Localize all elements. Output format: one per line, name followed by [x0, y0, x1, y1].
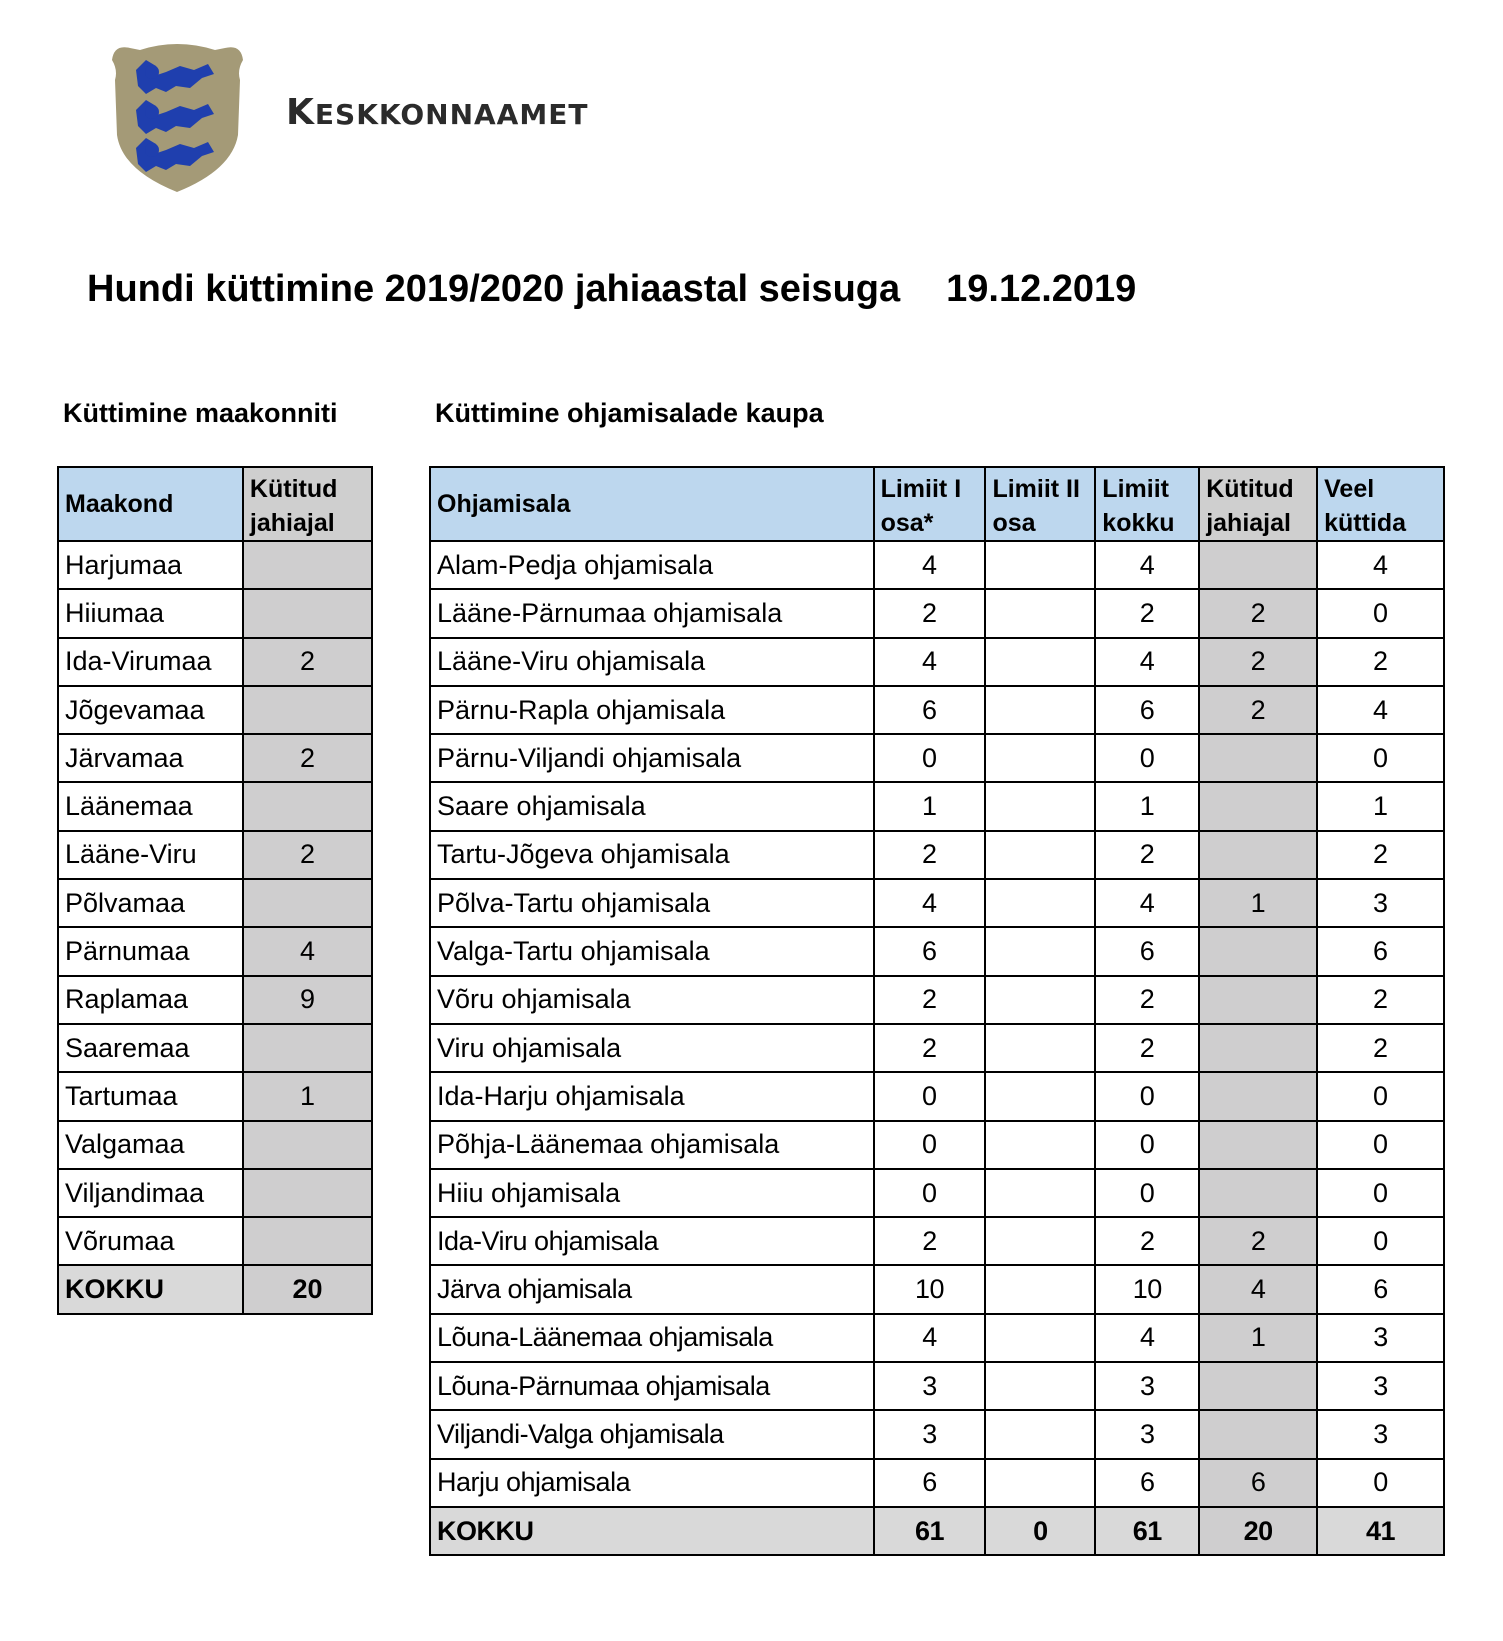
area-limit-total: 3	[1095, 1362, 1199, 1410]
area-limit-total: 2	[1095, 1217, 1199, 1265]
area-remaining: 3	[1317, 1314, 1444, 1362]
area-remaining: 3	[1317, 1362, 1444, 1410]
county-name: Järvamaa	[58, 734, 243, 782]
county-name: Ida-Virumaa	[58, 638, 243, 686]
area-name: Harju ohjamisala	[430, 1459, 874, 1507]
area-hunted: 2	[1199, 638, 1317, 686]
table-row	[58, 638, 372, 686]
area-limit1: 6	[874, 686, 986, 734]
table-row	[430, 1217, 1444, 1265]
area-name: Võru ohjamisala	[430, 976, 874, 1024]
county-hunted: 9	[243, 976, 372, 1024]
area-table	[429, 466, 1445, 1556]
county-section-title: Küttimine maakonniti	[63, 398, 338, 428]
county-name: Harjumaa	[58, 541, 243, 589]
area-limit2	[985, 1314, 1095, 1362]
area-limit-total: 2	[1095, 1024, 1199, 1072]
area-hunted	[1199, 782, 1317, 830]
area-limit1: 4	[874, 879, 986, 927]
area-name: Järva ohjamisala	[430, 1265, 874, 1313]
table-row	[430, 541, 1444, 589]
area-remaining: 0	[1317, 1459, 1444, 1507]
county-hunted: 4	[243, 927, 372, 975]
area-limit2	[985, 589, 1095, 637]
county-name: Valgamaa	[58, 1121, 243, 1169]
header-line: kokku	[1102, 509, 1175, 537]
table-row	[430, 638, 1444, 686]
area-limit-total: 0	[1095, 734, 1199, 782]
table-row	[58, 879, 372, 927]
area-limit1: 10	[874, 1265, 986, 1313]
county-name: Hiiumaa	[58, 589, 243, 637]
area-limit-total: 4	[1095, 1314, 1199, 1362]
table-row	[58, 831, 372, 879]
table-row	[430, 927, 1444, 975]
area-remaining: 3	[1317, 879, 1444, 927]
table-row	[58, 734, 372, 782]
area-limit2	[985, 1217, 1095, 1265]
title-text: Hundi küttimine 2019/2020 jahiaastal seisuga	[87, 268, 901, 310]
area-hunted: 1	[1199, 1314, 1317, 1362]
area-limit1: 6	[874, 927, 986, 975]
header-line: küttida	[1324, 509, 1407, 537]
header-line: Limiit I	[880, 475, 962, 503]
table-row	[430, 1459, 1444, 1507]
table-row	[430, 1362, 1444, 1410]
area-limit2	[985, 879, 1095, 927]
county-name: Lääne-Viru	[58, 831, 243, 879]
area-remaining: 0	[1317, 734, 1444, 782]
header-line: osa*	[880, 509, 934, 537]
area-name: Lääne-Pärnumaa ohjamisala	[430, 589, 874, 637]
area-hunted: 2	[1199, 686, 1317, 734]
total-limit1: 61	[874, 1507, 986, 1555]
county-hunted: 1	[243, 1072, 372, 1120]
area-remaining: 6	[1317, 927, 1444, 975]
header-line: Veel	[1324, 475, 1375, 503]
table-row	[430, 1121, 1444, 1169]
area-limit1: 3	[874, 1410, 986, 1458]
table-row	[430, 831, 1444, 879]
county-name: Jõgevamaa	[58, 686, 243, 734]
header-line: Maakond	[65, 489, 174, 518]
area-limit-total: 4	[1095, 879, 1199, 927]
county-hunted	[243, 541, 372, 589]
area-limit2	[985, 927, 1095, 975]
area-limit1: 4	[874, 638, 986, 686]
table-row	[58, 1217, 372, 1265]
area-limit-total: 4	[1095, 638, 1199, 686]
area-remaining: 0	[1317, 1072, 1444, 1120]
county-name: Võrumaa	[58, 1217, 243, 1265]
area-name: Alam-Pedja ohjamisala	[430, 541, 874, 589]
area-limit1: 2	[874, 1024, 986, 1072]
header-kutitud	[243, 467, 372, 541]
area-hunted: 6	[1199, 1459, 1317, 1507]
table-row	[430, 1024, 1444, 1072]
area-limit-total: 6	[1095, 1459, 1199, 1507]
area-name: Põlva-Tartu ohjamisala	[430, 879, 874, 927]
county-hunted: 2	[243, 638, 372, 686]
area-limit1: 2	[874, 1217, 986, 1265]
area-limit-total: 0	[1095, 1121, 1199, 1169]
header-line: Kütitud	[249, 475, 338, 503]
table-row	[58, 1121, 372, 1169]
table-row	[58, 927, 372, 975]
area-limit1: 6	[874, 1459, 986, 1507]
header-kutitud	[1199, 467, 1317, 541]
area-limit2	[985, 1072, 1095, 1120]
table-row	[58, 686, 372, 734]
table-row	[430, 1410, 1444, 1458]
area-limit2	[985, 638, 1095, 686]
area-name: Viljandi-Valga ohjamisala	[430, 1410, 874, 1458]
table-row	[430, 734, 1444, 782]
header-line: jahiajal	[1206, 509, 1291, 537]
area-limit2	[985, 1169, 1095, 1217]
total-label: KOKKU	[430, 1507, 874, 1555]
total-row	[58, 1265, 372, 1313]
header-limiit-2	[985, 467, 1095, 541]
area-hunted: 1	[1199, 879, 1317, 927]
county-hunted	[243, 1217, 372, 1265]
area-limit2	[985, 831, 1095, 879]
header-line: Kütitud	[1206, 475, 1294, 503]
area-limit2	[985, 734, 1095, 782]
area-hunted: 2	[1199, 589, 1317, 637]
county-hunted	[243, 589, 372, 637]
area-name: Põhja-Läänemaa ohjamisala	[430, 1121, 874, 1169]
area-remaining: 2	[1317, 638, 1444, 686]
area-limit2	[985, 1362, 1095, 1410]
header-limiit-kokku	[1095, 467, 1199, 541]
org-name-initial: K	[286, 92, 315, 133]
area-hunted: 4	[1199, 1265, 1317, 1313]
area-limit2	[985, 1265, 1095, 1313]
area-limit1: 4	[874, 1314, 986, 1362]
county-name: Viljandimaa	[58, 1169, 243, 1217]
area-hunted	[1199, 1024, 1317, 1072]
header-line: Ohjamisala	[437, 489, 571, 518]
area-limit2	[985, 976, 1095, 1024]
total-limit-total: 61	[1095, 1507, 1199, 1555]
header-line: Limiit II	[992, 475, 1080, 503]
area-name: Lõuna-Läänemaa ohjamisala	[430, 1314, 874, 1362]
area-name: Tartu-Jõgeva ohjamisala	[430, 831, 874, 879]
area-name: Ida-Harju ohjamisala	[430, 1072, 874, 1120]
area-hunted	[1199, 1121, 1317, 1169]
area-name: Lääne-Viru ohjamisala	[430, 638, 874, 686]
area-limit-total: 1	[1095, 782, 1199, 830]
table-row	[58, 1072, 372, 1120]
area-remaining: 4	[1317, 686, 1444, 734]
county-table	[57, 466, 373, 1315]
table-row	[58, 541, 372, 589]
header-limiit-1	[874, 467, 986, 541]
total-label: KOKKU	[58, 1265, 243, 1313]
area-limit-total: 6	[1095, 686, 1199, 734]
area-limit-total: 3	[1095, 1410, 1199, 1458]
area-remaining: 0	[1317, 1121, 1444, 1169]
area-limit1: 2	[874, 589, 986, 637]
county-hunted: 2	[243, 734, 372, 782]
area-remaining: 2	[1317, 976, 1444, 1024]
area-hunted	[1199, 541, 1317, 589]
area-limit2	[985, 1121, 1095, 1169]
area-hunted	[1199, 1072, 1317, 1120]
county-name: Põlvamaa	[58, 879, 243, 927]
area-hunted	[1199, 976, 1317, 1024]
county-name: Läänemaa	[58, 782, 243, 830]
county-name: Saaremaa	[58, 1024, 243, 1072]
county-name: Tartumaa	[58, 1072, 243, 1120]
area-hunted: 2	[1199, 1217, 1317, 1265]
area-limit1: 4	[874, 541, 986, 589]
area-section-title: Küttimine ohjamisalade kaupa	[435, 398, 824, 428]
county-name: Raplamaa	[58, 976, 243, 1024]
table-row	[430, 1072, 1444, 1120]
total-limit2: 0	[985, 1507, 1095, 1555]
table-row	[430, 1169, 1444, 1217]
area-name: Pärnu-Viljandi ohjamisala	[430, 734, 874, 782]
area-limit-total: 0	[1095, 1072, 1199, 1120]
area-name: Valga-Tartu ohjamisala	[430, 927, 874, 975]
org-name-rest: ESKKONNAAMET	[314, 98, 589, 131]
area-name: Pärnu-Rapla ohjamisala	[430, 686, 874, 734]
table-row	[430, 589, 1444, 637]
area-limit2	[985, 686, 1095, 734]
total-hunted: 20	[1199, 1507, 1317, 1555]
header-line: jahiajal	[249, 509, 335, 537]
table-row	[430, 1265, 1444, 1313]
area-remaining: 2	[1317, 1024, 1444, 1072]
table-row	[58, 589, 372, 637]
area-limit1: 1	[874, 782, 986, 830]
page-title	[87, 268, 1136, 311]
area-limit1: 3	[874, 1362, 986, 1410]
area-limit1: 0	[874, 734, 986, 782]
area-hunted	[1199, 927, 1317, 975]
table-row	[58, 976, 372, 1024]
area-table-header	[430, 467, 1444, 541]
area-remaining: 1	[1317, 782, 1444, 830]
area-limit2	[985, 1410, 1095, 1458]
table-row	[58, 1169, 372, 1217]
county-name: Pärnumaa	[58, 927, 243, 975]
area-limit2	[985, 541, 1095, 589]
county-hunted	[243, 1024, 372, 1072]
area-limit-total: 2	[1095, 831, 1199, 879]
area-limit1: 0	[874, 1072, 986, 1120]
coat-of-arms-icon	[100, 40, 255, 195]
table-row	[430, 782, 1444, 830]
area-remaining: 0	[1317, 589, 1444, 637]
area-limit2	[985, 1024, 1095, 1072]
table-row	[430, 686, 1444, 734]
area-remaining: 4	[1317, 541, 1444, 589]
area-name: Saare ohjamisala	[430, 782, 874, 830]
area-remaining: 6	[1317, 1265, 1444, 1313]
area-limit1: 0	[874, 1169, 986, 1217]
total-hunted: 20	[243, 1265, 372, 1313]
area-hunted	[1199, 734, 1317, 782]
total-row	[430, 1507, 1444, 1555]
county-hunted: 2	[243, 831, 372, 879]
area-limit1: 0	[874, 1121, 986, 1169]
area-name: Viru ohjamisala	[430, 1024, 874, 1072]
area-hunted	[1199, 831, 1317, 879]
area-remaining: 0	[1317, 1169, 1444, 1217]
organization-name	[286, 92, 588, 133]
area-limit-total: 2	[1095, 976, 1199, 1024]
table-row	[430, 1314, 1444, 1362]
area-limit2	[985, 782, 1095, 830]
table-row	[58, 782, 372, 830]
county-hunted	[243, 1169, 372, 1217]
county-hunted	[243, 686, 372, 734]
area-hunted	[1199, 1362, 1317, 1410]
title-date: 19.12.2019	[946, 268, 1137, 310]
table-row	[58, 1024, 372, 1072]
county-hunted	[243, 782, 372, 830]
header-line: Limiit	[1102, 475, 1169, 503]
table-row	[430, 879, 1444, 927]
area-remaining: 2	[1317, 831, 1444, 879]
area-limit-total: 6	[1095, 927, 1199, 975]
county-hunted	[243, 879, 372, 927]
total-remaining: 41	[1317, 1507, 1444, 1555]
area-limit-total: 0	[1095, 1169, 1199, 1217]
county-table-header	[58, 467, 372, 541]
header-maakond	[58, 467, 243, 541]
area-hunted	[1199, 1169, 1317, 1217]
area-remaining: 0	[1317, 1217, 1444, 1265]
header-ohjamisala	[430, 467, 874, 541]
area-name: Ida-Viru ohjamisala	[430, 1217, 874, 1265]
area-name: Hiiu ohjamisala	[430, 1169, 874, 1217]
area-hunted	[1199, 1410, 1317, 1458]
area-limit-total: 2	[1095, 589, 1199, 637]
table-row	[430, 976, 1444, 1024]
area-name: Lõuna-Pärnumaa ohjamisala	[430, 1362, 874, 1410]
area-limit-total: 10	[1095, 1265, 1199, 1313]
area-limit-total: 4	[1095, 541, 1199, 589]
area-remaining: 3	[1317, 1410, 1444, 1458]
header-veel-kuttida	[1317, 467, 1444, 541]
county-hunted	[243, 1121, 372, 1169]
area-limit1: 2	[874, 976, 986, 1024]
area-limit1: 2	[874, 831, 986, 879]
header-line: osa	[992, 509, 1036, 537]
area-limit2	[985, 1459, 1095, 1507]
